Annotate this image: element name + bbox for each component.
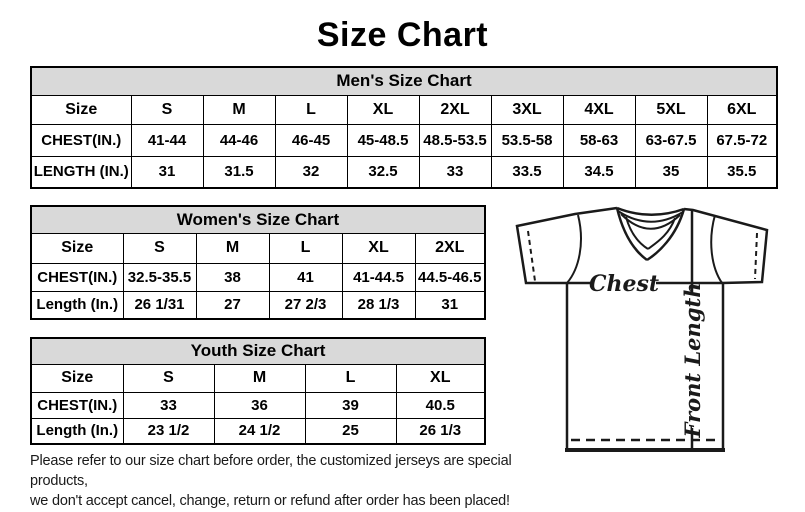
youth-length-row bbox=[31, 418, 485, 444]
column-header: M bbox=[203, 95, 275, 124]
cell: 44-46 bbox=[203, 124, 275, 156]
mens-chest-row bbox=[31, 124, 777, 156]
cell: 33 bbox=[123, 392, 214, 418]
cell: 32.5 bbox=[347, 156, 419, 188]
jersey-measurement-diagram bbox=[505, 195, 805, 490]
column-header: XL bbox=[347, 95, 419, 124]
column-header: S bbox=[131, 95, 203, 124]
disclaimer-line-1: Please refer to our size chart before order, the customized jerseys are special products, bbox=[30, 453, 512, 489]
row-label: CHEST(IN.) bbox=[31, 392, 123, 418]
disclaimer-text bbox=[30, 451, 560, 511]
column-header: XL bbox=[342, 233, 415, 263]
chest-label: Chest bbox=[588, 271, 660, 297]
cell: 31.5 bbox=[203, 156, 275, 188]
cell: 27 2/3 bbox=[269, 291, 342, 319]
womens-size-table bbox=[30, 205, 486, 320]
column-header: XL bbox=[396, 364, 485, 392]
youth-size-table bbox=[30, 337, 486, 445]
womens-table-header-row bbox=[31, 206, 485, 233]
cell: 35.5 bbox=[707, 156, 777, 188]
womens-length-row bbox=[31, 291, 485, 319]
mens-table-title: Men's Size Chart bbox=[31, 67, 777, 95]
column-header: Size bbox=[31, 233, 123, 263]
column-header: 2XL bbox=[419, 95, 491, 124]
column-header: M bbox=[196, 233, 269, 263]
cell: 36 bbox=[214, 392, 305, 418]
cell: 35 bbox=[635, 156, 707, 188]
disclaimer-line-2: we don't accept cancel, change, return or refund after order has been placed! bbox=[30, 493, 510, 509]
mens-size-table bbox=[30, 66, 778, 189]
youth-table-header-row bbox=[31, 338, 485, 364]
cell: 63-67.5 bbox=[635, 124, 707, 156]
youth-chest-row bbox=[31, 392, 485, 418]
mens-table-header-row bbox=[31, 67, 777, 95]
right-cuff-dashed-line bbox=[755, 233, 757, 279]
cell: 28 1/3 bbox=[342, 291, 415, 319]
collar-top-edge bbox=[617, 208, 684, 215]
row-label: CHEST(IN.) bbox=[31, 124, 131, 156]
row-label: Length (In.) bbox=[31, 291, 123, 319]
womens-table-title: Women's Size Chart bbox=[31, 206, 485, 233]
cell: 32 bbox=[275, 156, 347, 188]
page-title: Size Chart bbox=[316, 16, 489, 54]
column-header: 3XL bbox=[491, 95, 563, 124]
cell: 23 1/2 bbox=[123, 418, 214, 444]
column-header: 2XL bbox=[415, 233, 485, 263]
cell: 38 bbox=[196, 263, 269, 291]
column-header: 6XL bbox=[707, 95, 777, 124]
cell: 32.5-35.5 bbox=[123, 263, 196, 291]
cell: 26 1/3 bbox=[396, 418, 485, 444]
cell: 48.5-53.5 bbox=[419, 124, 491, 156]
column-header: L bbox=[275, 95, 347, 124]
row-label: Length (In.) bbox=[31, 418, 123, 444]
cell: 39 bbox=[305, 392, 396, 418]
youth-table-title: Youth Size Chart bbox=[31, 338, 485, 364]
cell: 53.5-58 bbox=[491, 124, 563, 156]
cell: 26 1/31 bbox=[123, 291, 196, 319]
womens-size-header-row bbox=[31, 233, 485, 263]
column-header: S bbox=[123, 364, 214, 392]
left-cuff-dashed-line bbox=[528, 231, 535, 281]
mens-size-header-row bbox=[31, 95, 777, 124]
cell: 46-45 bbox=[275, 124, 347, 156]
column-header: 4XL bbox=[563, 95, 635, 124]
cell: 33 bbox=[419, 156, 491, 188]
mens-length-row bbox=[31, 156, 777, 188]
cell: 31 bbox=[131, 156, 203, 188]
column-header: 5XL bbox=[635, 95, 707, 124]
cell: 41-44 bbox=[131, 124, 203, 156]
cell: 45-48.5 bbox=[347, 124, 419, 156]
cell: 33.5 bbox=[491, 156, 563, 188]
cell: 34.5 bbox=[563, 156, 635, 188]
row-label: CHEST(IN.) bbox=[31, 263, 123, 291]
cell: 41 bbox=[269, 263, 342, 291]
youth-size-header-row bbox=[31, 364, 485, 392]
cell: 27 bbox=[196, 291, 269, 319]
cell: 25 bbox=[305, 418, 396, 444]
cell: 31 bbox=[415, 291, 485, 319]
row-label: LENGTH (IN.) bbox=[31, 156, 131, 188]
column-header: M bbox=[214, 364, 305, 392]
column-header: L bbox=[305, 364, 396, 392]
cell: 58-63 bbox=[563, 124, 635, 156]
column-header: S bbox=[123, 233, 196, 263]
cell: 67.5-72 bbox=[707, 124, 777, 156]
front-length-label: Front Length bbox=[680, 282, 705, 438]
column-header: Size bbox=[31, 95, 131, 124]
womens-chest-row bbox=[31, 263, 485, 291]
cell: 24 1/2 bbox=[214, 418, 305, 444]
right-sleeve-seam bbox=[711, 215, 722, 283]
cell: 41-44.5 bbox=[342, 263, 415, 291]
column-header: Size bbox=[31, 364, 123, 392]
cell: 40.5 bbox=[396, 392, 485, 418]
cell: 44.5-46.5 bbox=[415, 263, 485, 291]
left-sleeve-seam bbox=[567, 215, 581, 283]
column-header: L bbox=[269, 233, 342, 263]
